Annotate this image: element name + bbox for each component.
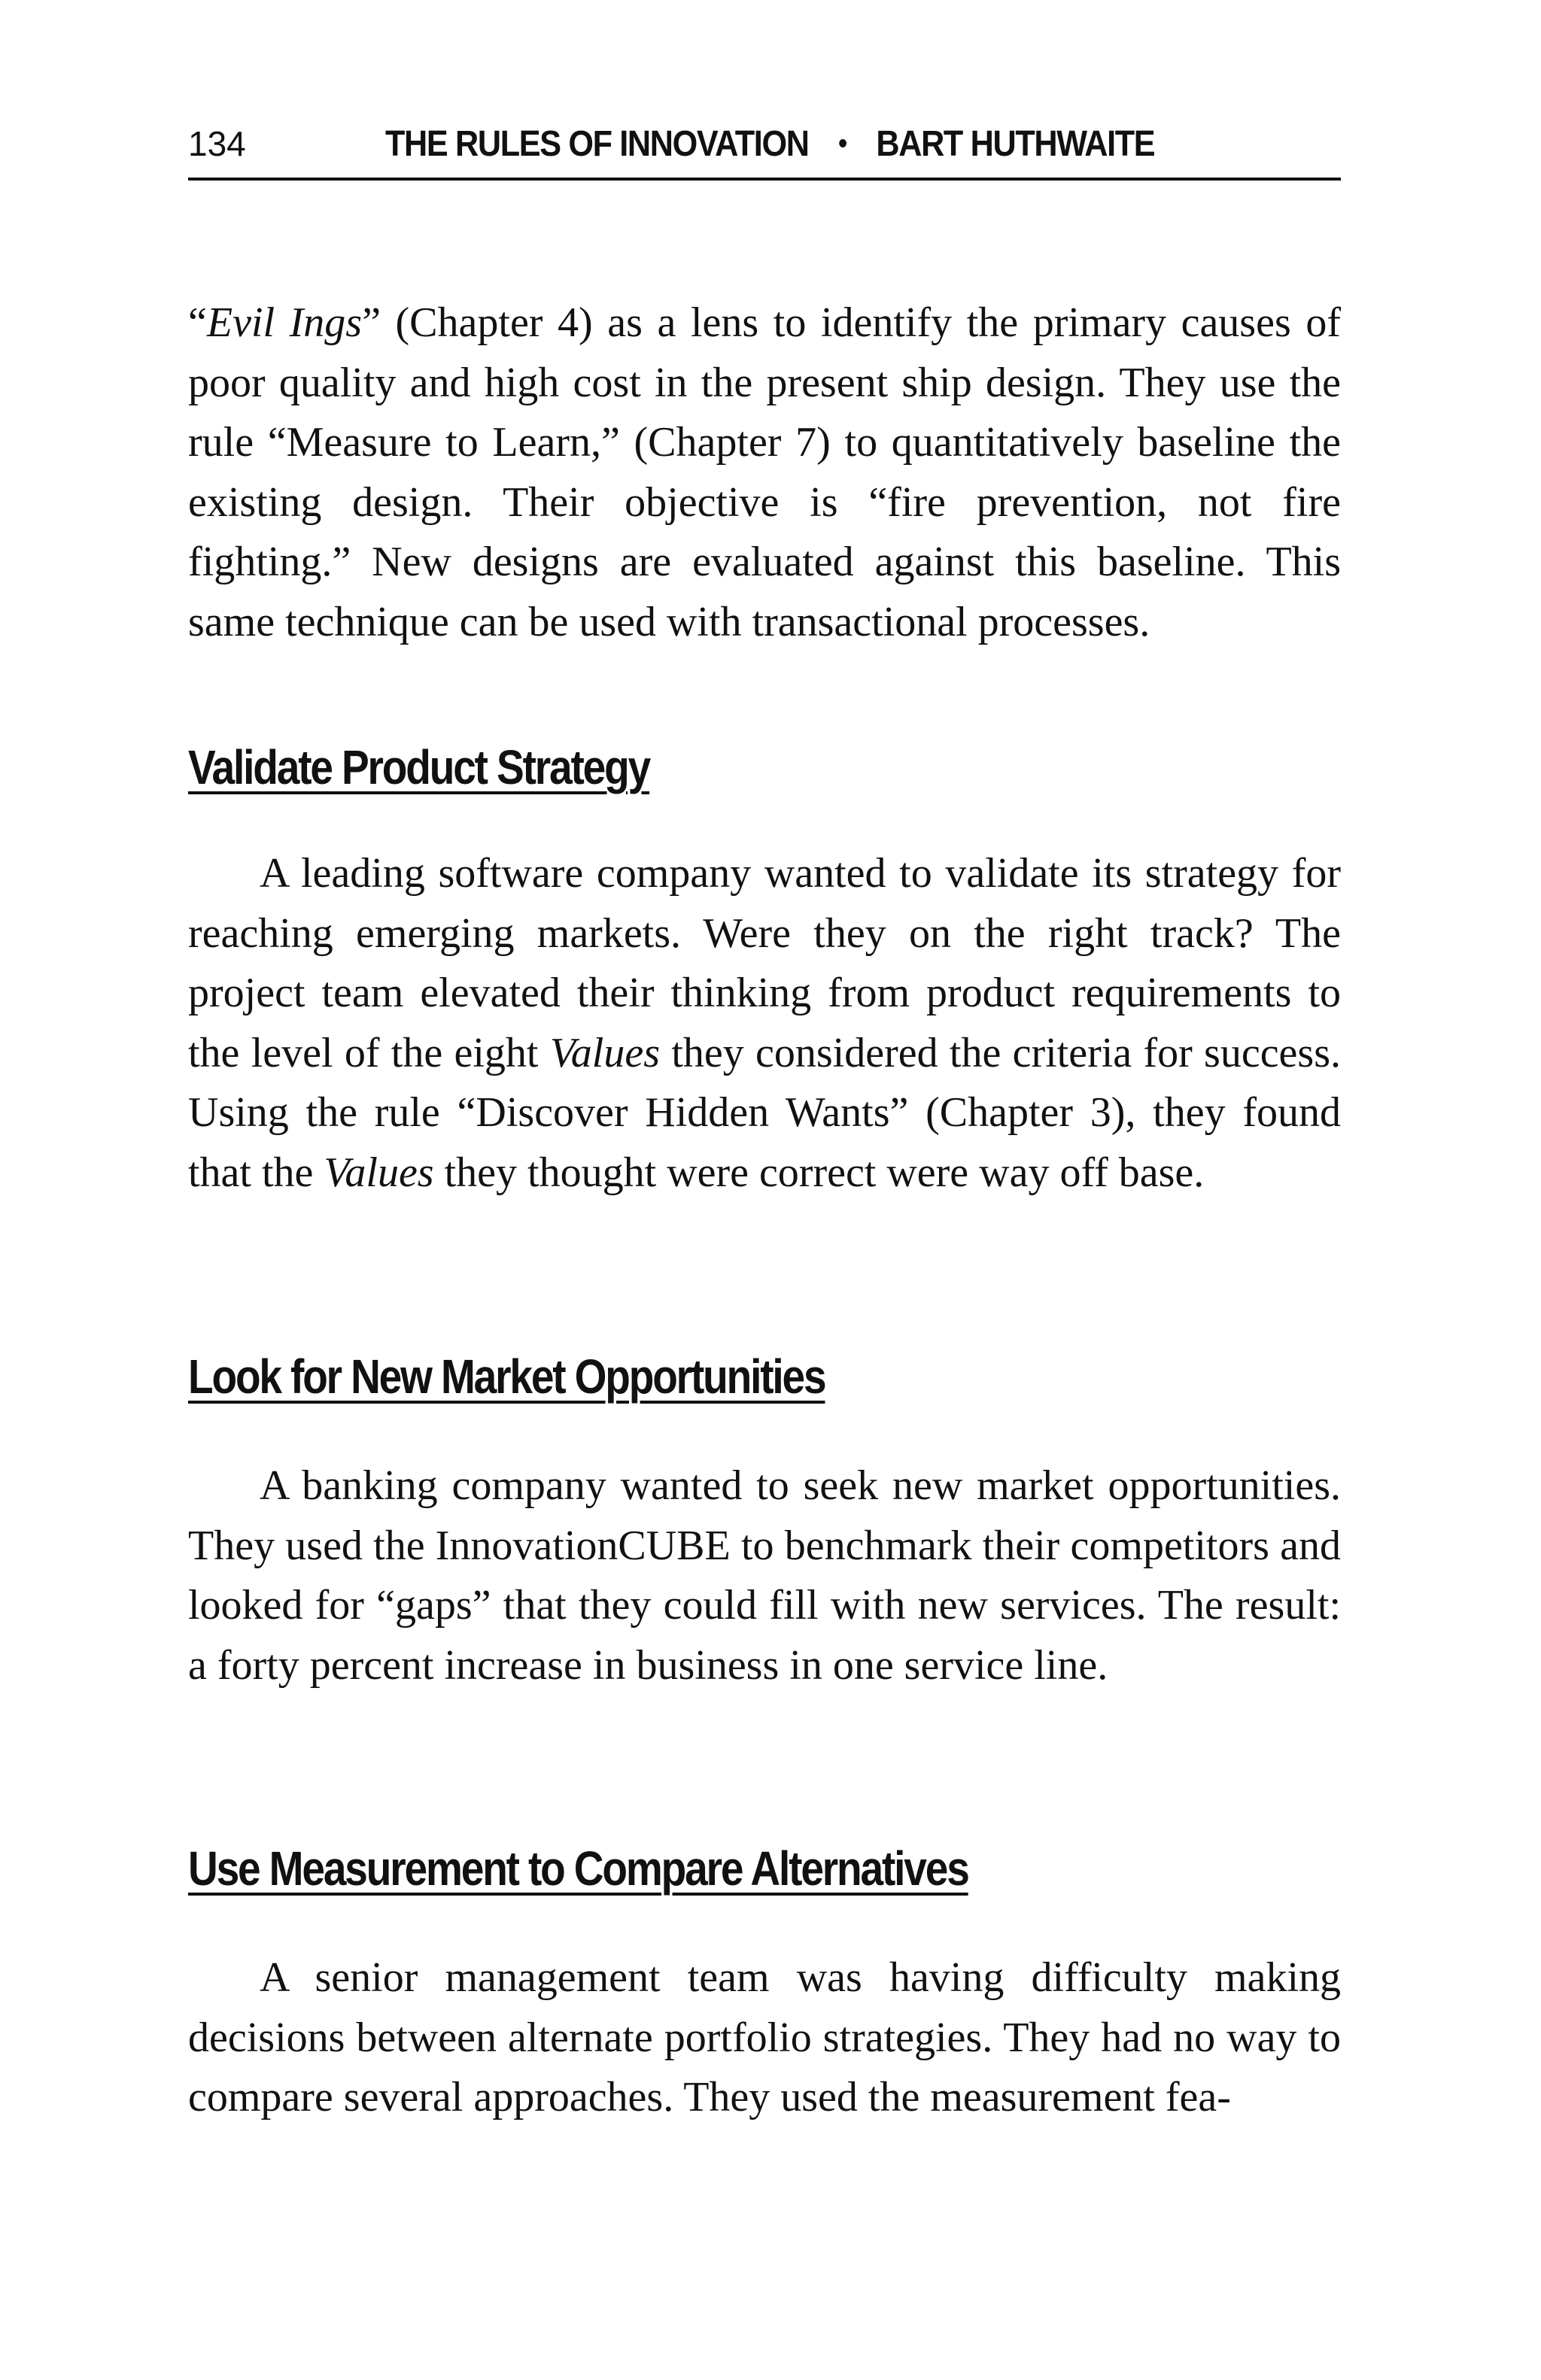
open-quote: “: [188, 299, 207, 346]
book-page: [188, 0, 1341, 2380]
body-text: A banking company wanted to seek new market opportunities. They used the InnovationCUBE to benchmark their competitors and looked for “gaps” that they could fill with new services. The result: a forty percent increase in business in one service line.: [188, 1462, 1341, 1689]
intro-text: ” (Chapter 4) as a lens to identify the primary causes of poor quality and high cost in the present ship design. They use the rule “Measure to Learn,” (Chapter 7) to quantitatively baseline the existing design. Their objective is “fire prevention, not fire fighting.” New designs are evaluated against this baseline. This same technique can be used with transactional processes.: [188, 299, 1341, 645]
body-text: they thought were correct were way off base.: [433, 1149, 1205, 1196]
body-text: A senior management team was having difficulty making decisions between alternate portfolio strategies. They had no way to compare several approaches. They used the measurement fea-: [188, 1954, 1341, 2120]
section-heading-use-measurement-to-compare-alternatives: Use Measurement to Compare Alternatives: [188, 1841, 968, 1896]
italic-term: Evil Ings: [206, 299, 363, 346]
italic-term: Values: [324, 1149, 434, 1196]
section-heading-look-for-new-market-opportunities: Look for New Market Opportunities: [188, 1349, 825, 1404]
intro-paragraph: [188, 293, 1341, 652]
section-body-validate-product-strategy: [188, 844, 1341, 1203]
section-body-look-for-new-market-opportunities: [188, 1456, 1341, 1695]
book-title: THE RULES OF INNOVATION: [385, 124, 809, 164]
running-head-title: [385, 117, 1154, 171]
body-text: A leading software company wanted to validate its strategy for reaching emerging markets. Were they on the right track? The project team elevated their thinking from product requirements to the level of the eight: [188, 850, 1341, 1076]
section-heading-validate-product-strategy: Validate Product Strategy: [188, 740, 650, 794]
section-body-use-measurement-to-compare-alternatives: [188, 1948, 1341, 2128]
running-head: [188, 113, 1341, 181]
author-name: BART HUTHWAITE: [876, 124, 1155, 164]
body-text: they considered the criteria for success. Using the rule “Discover Hidden Wants” (Chapter 3), they found that the: [188, 1029, 1341, 1196]
italic-term: Values: [549, 1029, 661, 1076]
page-number: 134: [188, 124, 246, 163]
separator-bullet: •: [838, 128, 846, 159]
